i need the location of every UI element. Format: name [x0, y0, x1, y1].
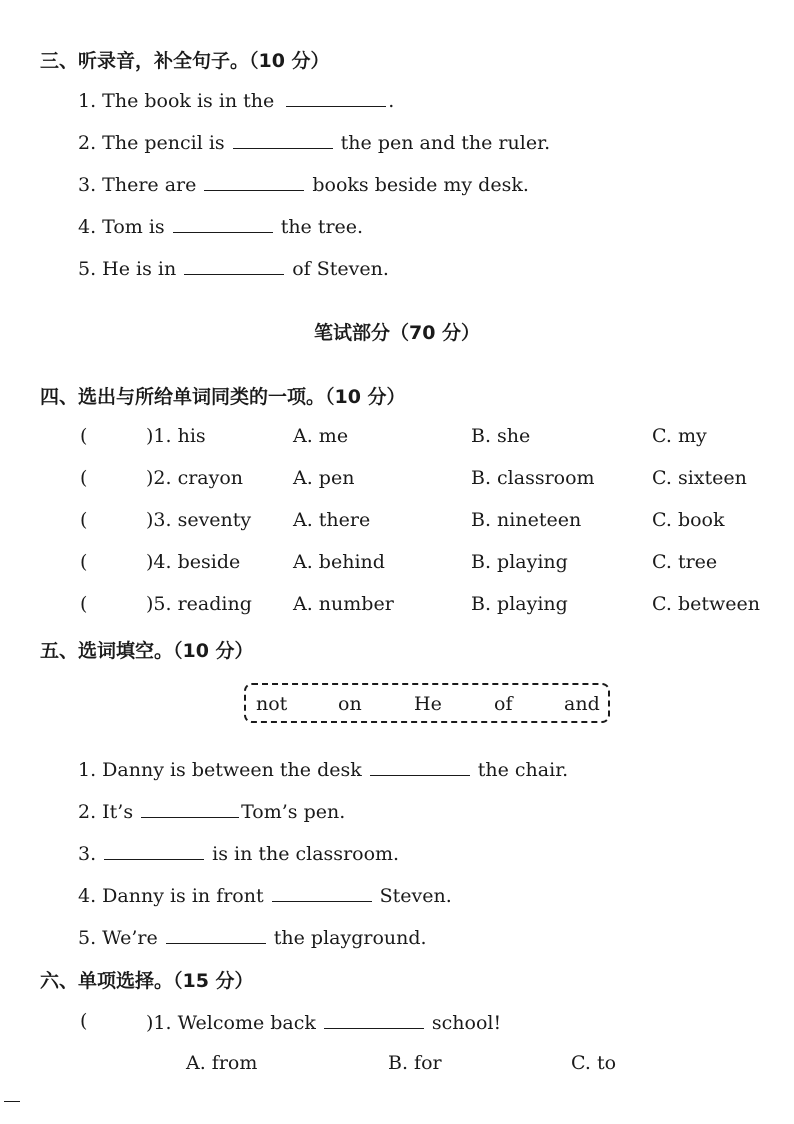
option-b: B. she: [471, 425, 531, 447]
item-text: 4. Tom is: [78, 216, 165, 238]
option-a: A. pen: [293, 467, 355, 489]
option-c: C. my: [652, 425, 707, 447]
answer-blank[interactable]: [286, 88, 386, 107]
question-word: )3. seventy: [146, 509, 252, 531]
answer-blank[interactable]: [204, 172, 304, 191]
word-bank-box: [244, 683, 610, 723]
item-text: the pen and the ruler.: [340, 132, 551, 154]
item-text: Tom’s pen.: [241, 801, 346, 823]
option-c: C. book: [652, 509, 725, 531]
question-word: )1. his: [146, 425, 206, 447]
item-text: school!: [431, 1012, 502, 1034]
option-a: A. from: [186, 1052, 258, 1074]
option-a: A. number: [293, 593, 394, 615]
answer-blank[interactable]: [166, 925, 266, 944]
answer-paren[interactable]: (: [80, 425, 88, 447]
answer-blank[interactable]: [184, 256, 284, 275]
item-text: 1. Danny is between the desk: [78, 759, 362, 781]
answer-paren[interactable]: (: [80, 551, 88, 573]
answer-blank[interactable]: [324, 1010, 424, 1029]
section-4-heading: 四、选出与所给单词同类的一项。（10 分）: [40, 386, 406, 408]
question-word: )4. beside: [146, 551, 241, 573]
item-text: 2. The pencil is: [78, 132, 225, 154]
item-text: 1. The book is in the: [78, 90, 275, 112]
item-text: the chair.: [477, 759, 569, 781]
option-a: A. behind: [293, 551, 385, 573]
item-text: 5. He is in: [78, 258, 177, 280]
option-a: A. me: [293, 425, 349, 447]
listening-item-4: [78, 214, 363, 238]
option-b: B. for: [388, 1052, 442, 1074]
answer-blank[interactable]: [272, 883, 372, 902]
item-text: 3.: [78, 843, 97, 865]
option-b: B. nineteen: [471, 509, 582, 531]
item-text: is in the classroom.: [212, 843, 400, 865]
word-bank-word: and: [564, 693, 600, 715]
item-text: 5. We’re: [78, 927, 158, 949]
word-bank-word: of: [494, 693, 513, 715]
answer-paren[interactable]: (: [80, 593, 88, 615]
item-text: the playground.: [273, 927, 427, 949]
item-text: the tree.: [280, 216, 364, 238]
section-5-heading: 五、选词填空。（10 分）: [40, 640, 254, 662]
section-3-heading: 三、听录音，补全句子。（10 分）: [40, 50, 330, 72]
listening-item-2: [78, 130, 550, 154]
word-bank-word: He: [414, 693, 442, 715]
item-text: Steven.: [379, 885, 452, 907]
option-c: C. sixteen: [652, 467, 747, 489]
fill-item-5: [78, 925, 427, 949]
answer-blank[interactable]: [233, 130, 333, 149]
option-c: C. tree: [652, 551, 718, 573]
item-text: )1. Welcome back: [146, 1012, 316, 1034]
answer-blank[interactable]: [141, 799, 239, 818]
item-text: 4. Danny is in front: [78, 885, 264, 907]
word-bank-word: not: [256, 693, 288, 715]
fill-item-3: [78, 841, 399, 865]
answer-paren[interactable]: (: [80, 509, 88, 531]
listening-item-1: [78, 88, 394, 112]
item-text: .: [388, 90, 395, 112]
option-b: B. playing: [471, 551, 568, 573]
option-c: C. to: [571, 1052, 617, 1074]
option-b: B. playing: [471, 593, 568, 615]
fill-item-4: [78, 883, 452, 907]
question-word: )5. reading: [146, 593, 252, 615]
item-text: of Steven.: [292, 258, 389, 280]
page-edge-mark: [4, 1101, 20, 1102]
answer-blank[interactable]: [104, 841, 204, 860]
item-text: 3. There are: [78, 174, 197, 196]
item-text: 2. It’s: [78, 801, 134, 823]
listening-item-3: [78, 172, 529, 196]
answer-paren[interactable]: (: [80, 467, 88, 489]
question-stem: [146, 1010, 501, 1034]
written-part-heading: 笔试部分（70 分）: [313, 322, 481, 344]
option-a: A. there: [293, 509, 371, 531]
word-bank-word: on: [338, 693, 362, 715]
answer-paren[interactable]: (: [80, 1010, 88, 1032]
option-b: B. classroom: [471, 467, 595, 489]
fill-item-1: [78, 757, 568, 781]
item-text: books beside my desk.: [312, 174, 529, 196]
option-c: C. between: [652, 593, 760, 615]
question-word: )2. crayon: [146, 467, 244, 489]
section-6-heading: 六、单项选择。（15 分）: [40, 970, 254, 992]
fill-item-2: [78, 799, 345, 823]
listening-item-5: [78, 256, 389, 280]
answer-blank[interactable]: [370, 757, 470, 776]
answer-blank[interactable]: [173, 214, 273, 233]
